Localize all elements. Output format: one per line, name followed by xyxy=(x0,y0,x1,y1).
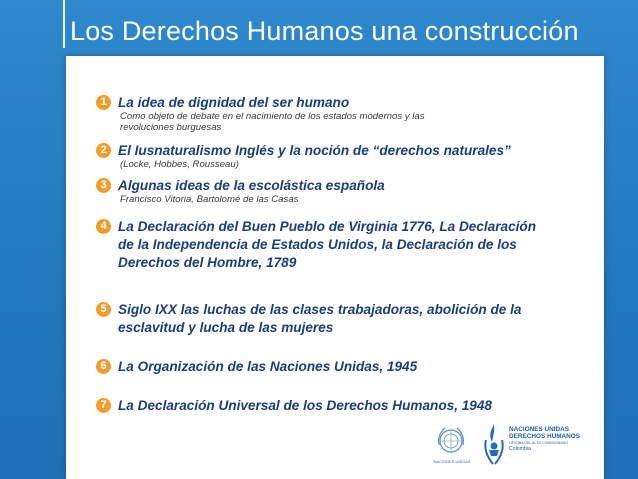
item-subtext: Como objeto de debate en el nacimiento de los estados modernos y las xyxy=(120,111,425,122)
item-heading: Siglo IXX las luchas de las clases trabajadoras, abolición de la xyxy=(118,302,522,317)
number-badge: 3 xyxy=(96,178,111,193)
list-item-7 xyxy=(96,397,566,415)
item-heading: La Declaración Universal de los Derechos Humanos, 1948 xyxy=(118,398,492,413)
number-badge: 2 xyxy=(96,143,111,158)
title-divider xyxy=(63,0,65,48)
item-heading: El Iusnaturalismo Inglés y la noción de “derechos naturales” xyxy=(118,143,511,158)
list-item-5 xyxy=(96,301,566,337)
item-subtext: (Locke, Hobbes, Rousseau) xyxy=(120,159,239,170)
ohchr-wordmark xyxy=(509,426,599,453)
number-badge: 1 xyxy=(96,95,111,110)
ohchr-emblem-icon xyxy=(481,422,507,466)
item-heading: La Organización de las Naciones Unidas, 1945 xyxy=(118,359,418,374)
number-badge: 7 xyxy=(96,398,111,413)
list-item-6 xyxy=(96,358,566,376)
ohchr-line2: DERECHOS HUMANOS xyxy=(509,433,581,441)
item-heading: Algunas ideas de la escolástica española xyxy=(118,178,385,193)
item-subtext: revoluciones burguesas xyxy=(120,122,222,133)
ohchr-country: Colombia xyxy=(509,445,531,452)
number-badge: 5 xyxy=(96,302,111,317)
un-emblem-icon xyxy=(435,425,467,457)
item-subtext: Francisco Vitoria, Bartolomé de las Casas xyxy=(120,194,299,205)
list-item-1 xyxy=(96,94,566,134)
list-item-4 xyxy=(96,218,566,272)
number-badge: 6 xyxy=(96,359,111,374)
list-item-3 xyxy=(96,177,566,206)
item-heading: Derechos del Hombre, 1789 xyxy=(118,255,297,270)
footer-logos xyxy=(425,422,595,468)
ohchr-line3: OFICINA DEL ALTO COMISIONADO xyxy=(509,440,569,445)
item-heading: La Declaración del Buen Pueblo de Virginia 1776, La Declaración xyxy=(118,219,537,234)
item-heading: esclavitud y lucha de las mujeres xyxy=(118,320,334,335)
list-item-2 xyxy=(96,142,566,171)
un-caption: NACIONES UNIDAS xyxy=(433,459,471,464)
ohchr-line1: NACIONES UNIDAS xyxy=(509,426,570,433)
number-badge: 4 xyxy=(96,219,111,234)
item-heading: La idea de dignidad del ser humano xyxy=(118,95,350,110)
item-heading: de la Independencia de Estados Unidos, la Declaración de los xyxy=(118,237,517,252)
slide-title: Los Derechos Humanos una construcción xyxy=(70,16,579,46)
